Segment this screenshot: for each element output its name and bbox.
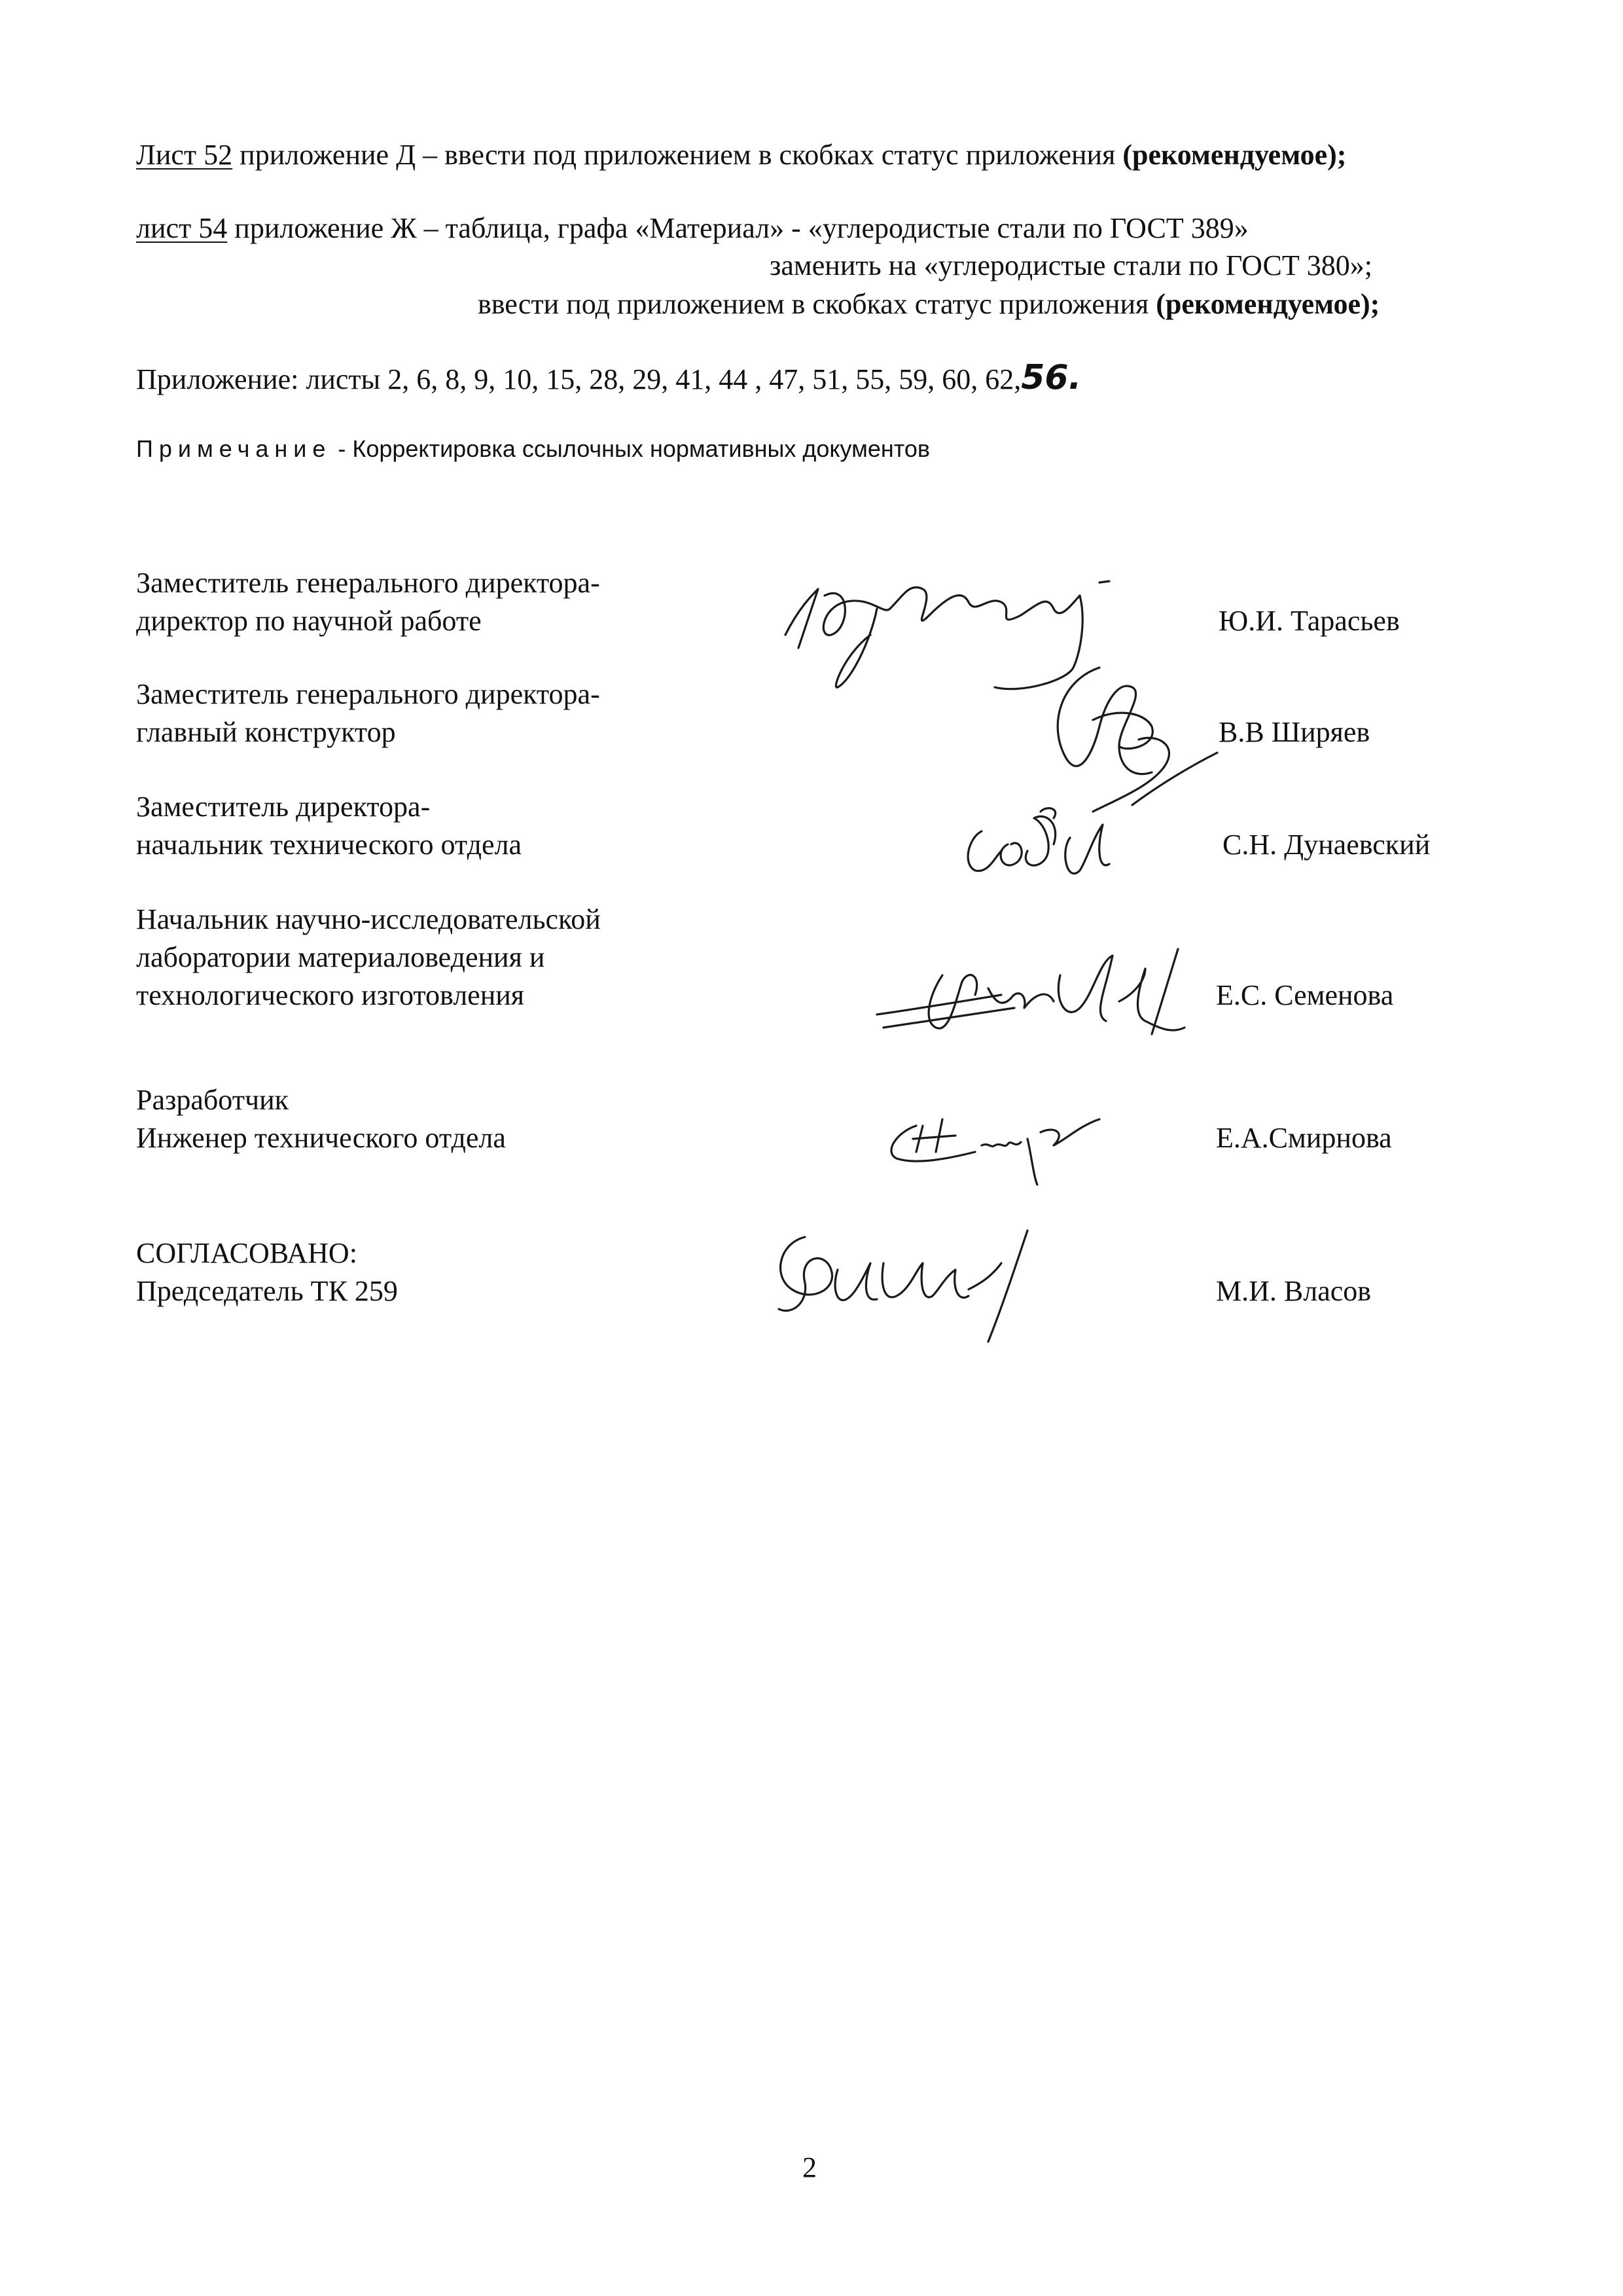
sheet-ref: лист 54 <box>136 212 228 244</box>
note-text: - Корректировка ссылочных нормативных документов <box>331 435 930 462</box>
signatory-title <box>136 1234 398 1310</box>
change-text: ввести под приложением в скобках статус приложения <box>478 288 1156 320</box>
title-line: директор по научной работе <box>136 605 482 637</box>
note <box>136 433 930 465</box>
title-line: Заместитель генерального директора- <box>136 678 600 710</box>
title-line: СОГЛАСОВАНО: <box>136 1237 357 1269</box>
change-text: приложение Ж – таблица, графа «Материал» - «углеродистые стали по ГОСТ 389» <box>227 212 1249 244</box>
title-line: начальник технического отдела <box>136 829 522 861</box>
title-line: Заместитель директора- <box>136 791 431 823</box>
signature-4 <box>870 936 1211 1054</box>
appendix-handwritten-number: 56. <box>1021 358 1082 397</box>
signature-6 <box>766 1217 1054 1348</box>
note-label: Примечание <box>136 435 332 462</box>
signatory-title <box>136 675 600 751</box>
change-line-sheet-54-cont1: заменить на «углеродистые стали по ГОСТ 380»; <box>770 249 1372 281</box>
change-line-sheet-54-cont2 <box>478 285 1380 323</box>
signatory-title <box>136 1081 506 1157</box>
signatory-title <box>136 901 601 1014</box>
change-line-sheet-52 <box>136 136 1346 174</box>
signatory-name: В.В Ширяев <box>1219 716 1370 748</box>
sheet-ref: Лист 52 <box>136 139 233 171</box>
signatory-name: С.Н. Дунаевский <box>1222 829 1431 861</box>
title-line: Заместитель генерального директора- <box>136 567 600 599</box>
signature-3 <box>955 798 1126 884</box>
appendix-line <box>136 359 1081 399</box>
title-line: технологического изготовления <box>136 979 525 1011</box>
signatory-title <box>136 788 522 864</box>
title-line: Председатель ТК 259 <box>136 1275 398 1307</box>
change-text: приложение Д – ввести под приложением в скобках статус приложения <box>232 139 1123 171</box>
signatory-name: М.И. Власов <box>1216 1275 1372 1307</box>
title-line: главный конструктор <box>136 716 396 748</box>
signatory-name: Ю.И. Тарасьев <box>1219 605 1400 637</box>
appendix-text: Приложение: листы 2, 6, 8, 9, 10, 15, 28, 29, 41, 44 , 47, 51, 55, 59, 60, 62, <box>136 363 1022 395</box>
title-line: Разработчик <box>136 1084 289 1116</box>
status-bold: (рекомендуемое); <box>1122 139 1347 171</box>
status-bold: (рекомендуемое); <box>1156 288 1380 320</box>
signatory-name: Е.С. Семенова <box>1216 979 1394 1011</box>
signatory-name: Е.А.Смирнова <box>1216 1122 1392 1154</box>
page-number: 2 <box>802 2151 817 2183</box>
title-line: Начальник научно-исследовательской <box>136 903 601 935</box>
signatory-title <box>136 564 600 640</box>
signature-5 <box>877 1106 1113 1191</box>
title-line: Инженер технического отдела <box>136 1122 506 1154</box>
change-line-sheet-54 <box>136 209 1249 247</box>
title-line: лаборатории материаловедения и <box>136 941 545 973</box>
